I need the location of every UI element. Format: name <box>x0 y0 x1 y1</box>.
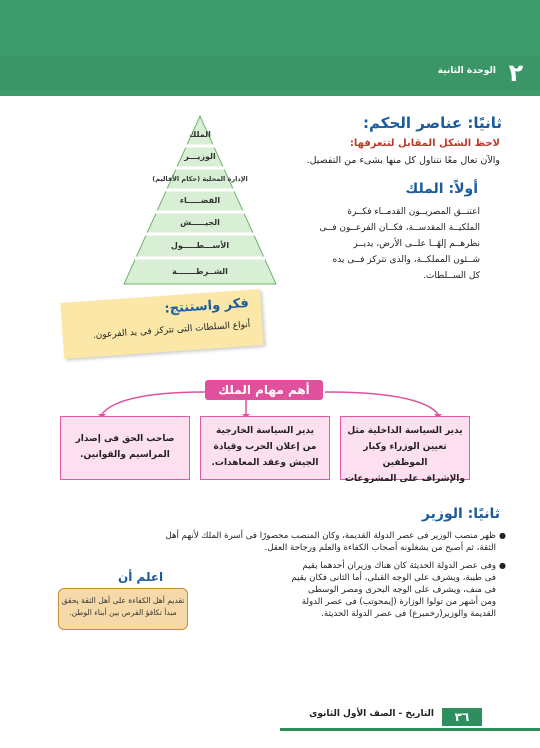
section-title: ثانيًا: عناصر الحكم: <box>363 114 502 132</box>
task-line: يدير السياسة الداخلية مثل <box>347 426 463 436</box>
vizier-line: القديمة والوزير(رخميرع) فى عصر الدولة الحديثة. <box>321 609 496 619</box>
know-line: تقديم أهل الكفاءة على أهل الثقة يحقق <box>61 596 185 605</box>
vizier-line: فى منف، ويشرف على الوجه البحرى ومصر الوسطى <box>307 585 496 595</box>
intro-text: والآن تعال معًا نتناول كل منها بشىء من التفصيل. <box>306 155 500 166</box>
vizier-line: وفى عصر الدولة الحديثة كان هناك وزيران أحدهما يقيم <box>302 561 496 571</box>
task-line: من إعلان الحرب وقيادة <box>213 442 317 452</box>
king-line: كل الســلطات. <box>423 271 480 281</box>
vizier-line: ومن أشهر من تولوا الوزارة (إيمحوتب) فى عصر الدولة <box>301 597 496 607</box>
king-line: نظرهــم إلهًــا علــى الأرض، يديــر <box>353 239 480 249</box>
pyramid-level-king: الملك <box>189 130 211 139</box>
task-line: المراسيم والقوانين. <box>80 450 170 460</box>
page-footer <box>0 706 540 730</box>
pyramid-level-police: الشــرطـــــــة <box>172 267 228 276</box>
task-line: تعيين الوزراء وكبار الموظفين <box>363 442 447 468</box>
task-line: والإشراف على المشروعات <box>345 474 465 484</box>
king-title: أولاً: الملك <box>405 181 478 197</box>
unit-title: الوحدة الثانية <box>437 66 496 76</box>
think-box <box>60 289 263 359</box>
know-line: مبدأ تكافؤ الفرص بين أبناء الوطن. <box>69 608 177 617</box>
think-text: أنواع السلطات التى تتركز فى يد الفرعون. <box>92 319 251 341</box>
task-line: يدير السياسة الخارجية <box>216 426 314 436</box>
governance-pyramid <box>120 112 280 288</box>
task-box-decrees <box>60 416 190 480</box>
vizier-line: الثقة، ثم أصبح من يشغلونه أصحاب الكفاءة والعلم ورجاحة العقل. <box>264 543 496 553</box>
know-box <box>58 588 188 630</box>
task-line: الجيش وعقد المعاهدات. <box>211 458 319 468</box>
pyramid-level-vizier: الوزيـــر <box>184 152 216 161</box>
footer-text: التاريخ - الصف الأول الثانوى <box>309 709 434 719</box>
vizier-bullet-1 <box>56 530 496 554</box>
vizier-line: ظهر منصب الوزير فى عصر الدولة القديمة، وكان المنصب محصورًا فى أسرة الملك لأنهم أهل <box>165 531 496 541</box>
think-title: فكر واستنتج: <box>163 295 250 317</box>
task-line: صاحب الحق فى إصدار <box>75 434 175 444</box>
pyramid-level-judiciary: القضـــــاء <box>179 196 221 205</box>
task-box-internal <box>340 416 470 484</box>
king-line: اعتنــق المصريــون القدمــاء فكــرة <box>347 207 480 217</box>
bullet-dot: ● <box>499 531 506 540</box>
king-line: الملكيــة المقدســة، فكــان الفرعــون فــى <box>319 223 480 233</box>
king-paragraph <box>319 204 480 284</box>
king-line: شــئون المملكــة، والذى تتركز فــى يده <box>332 255 480 265</box>
vizier-bullet-2 <box>246 560 496 620</box>
page-header <box>0 0 540 96</box>
vizier-line: فى طيبة، ويشرف على الوجه القبلى، أما الثانى فكان يقيم <box>291 573 496 583</box>
know-title: اعلم أن <box>118 570 164 584</box>
pyramid-level-local: الإدارة المحلية (حكام الأقاليم) <box>152 175 248 183</box>
tasks-banner: أهم مهام الملك <box>205 380 323 400</box>
bullet-dot: ● <box>499 561 506 570</box>
unit-number: ٢ <box>508 59 524 87</box>
task-box-external <box>200 416 330 480</box>
pyramid-level-army: الجيـــــش <box>180 218 220 227</box>
page-number: ٣٦ <box>442 708 482 726</box>
vizier-title: ثانيًا: الوزير <box>421 506 500 522</box>
pyramid-level-fleet: الأســـطـــــول <box>170 241 230 250</box>
notice-text: لاحظ الشكل المقابل لتتعرفها: <box>349 138 500 149</box>
